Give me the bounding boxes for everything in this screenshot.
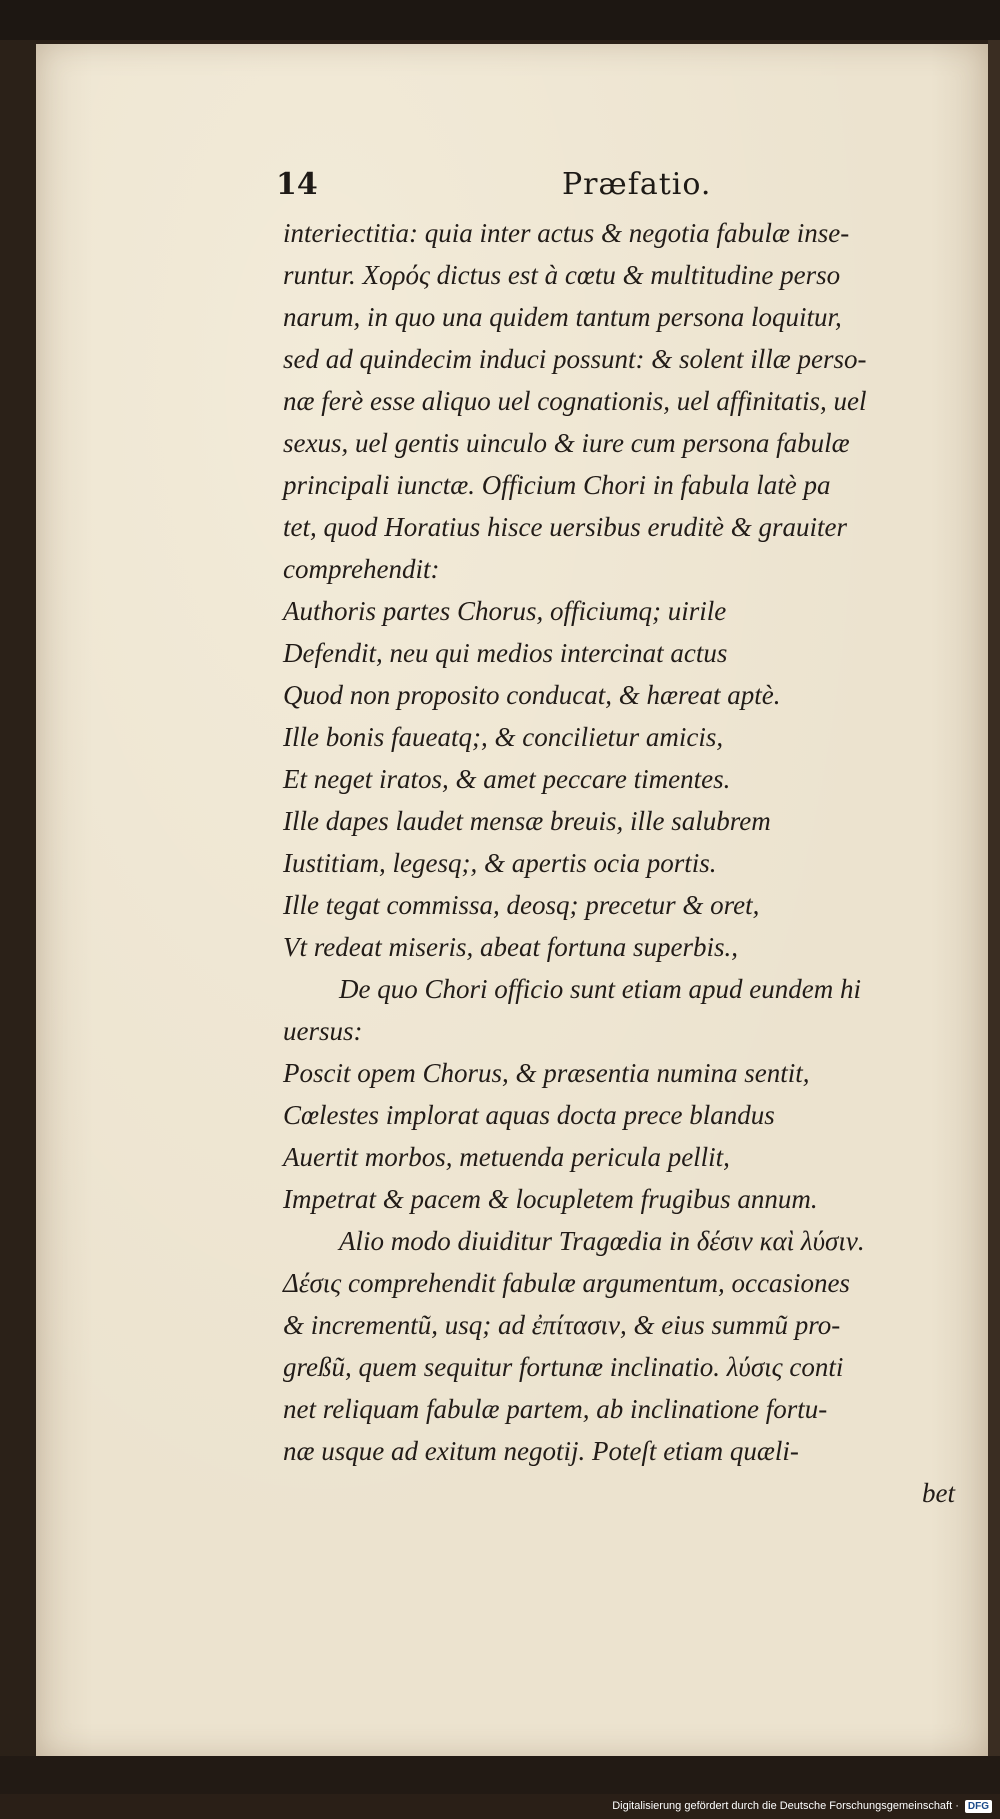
verse-line: Vt redeat miseris, abeat fortuna superbis., bbox=[283, 932, 738, 962]
verse-line: Ille tegat commissa, deosq; precetur & oret, bbox=[283, 890, 760, 920]
verse-line: Auertit morbos, metuenda pericula pellit, bbox=[283, 1142, 730, 1172]
text-line: Alio modo diuiditur Tragœdia in δέσιν καὶ λύσιν. bbox=[339, 1226, 865, 1256]
text-line: runtur. Χορός dictus est à cœtu & multitudine perso bbox=[283, 260, 841, 290]
catchword-line bbox=[283, 1472, 955, 1514]
page-header bbox=[276, 167, 976, 211]
verse-line: Ille bonis faueatq;, & concilietur amicis, bbox=[283, 722, 724, 752]
text-line: Δέσις comprehendit fabulæ argumentum, occasiones bbox=[283, 1268, 850, 1298]
verse-line: Ille dapes laudet mensæ breuis, ille salubrem bbox=[283, 806, 771, 836]
text-line: De quo Chori officio sunt etiam apud eundem hi bbox=[339, 974, 861, 1004]
text-line: & incrementũ, usq; ad ἐπίτασιν, & eius summũ pro- bbox=[283, 1310, 841, 1340]
text-block bbox=[283, 212, 955, 1514]
funding-credit: Digitalisierung gefördert durch die Deutsche Forschungsgemeinschaft · bbox=[612, 1800, 959, 1812]
page-number: 14 bbox=[276, 167, 318, 202]
text-line: uersus: bbox=[283, 1016, 363, 1046]
text-line: næ usque ad exitum negotij. Poteſt etiam quæli- bbox=[283, 1436, 799, 1466]
text-line: principali iunctæ. Officium Chori in fabula latè pa bbox=[283, 470, 831, 500]
scan-bottom-band bbox=[0, 1756, 1000, 1794]
verse-line: Et neget iratos, & amet peccare timentes. bbox=[283, 764, 731, 794]
text-line: interiectitia: quia inter actus & negotia fabulæ inse- bbox=[283, 218, 850, 248]
dfg-logo: DFG bbox=[965, 1800, 992, 1813]
text-line: sed ad quindecim induci possunt: & solent illæ perso- bbox=[283, 344, 867, 374]
text-line: net reliquam fabulæ partem, ab inclinatione fortu- bbox=[283, 1394, 828, 1424]
verse-line: Poscit opem Chorus, & præsentia numina sentit, bbox=[283, 1058, 810, 1088]
text-line: comprehendit: bbox=[283, 554, 440, 584]
verse-line: Quod non proposito conducat, & hæreat aptè. bbox=[283, 680, 781, 710]
scan-top-band bbox=[0, 0, 1000, 40]
verse-line: Cœlestes implorat aquas docta prece blandus bbox=[283, 1100, 775, 1130]
text-line: tet, quod Horatius hisce uersibus eruditè & grauiter bbox=[283, 512, 847, 542]
book-spine-edge bbox=[0, 40, 36, 1780]
running-head: Præfatio. bbox=[562, 167, 712, 202]
digitization-footer bbox=[612, 1797, 992, 1815]
verse-line: Impetrat & pacem & locupletem frugibus annum. bbox=[283, 1184, 818, 1214]
verse-line: Iustitiam, legesq;, & apertis ocia portis. bbox=[283, 848, 717, 878]
verse-line: Defendit, neu qui medios intercinat actus bbox=[283, 638, 728, 668]
text-line: narum, in quo una quidem tantum persona loquitur, bbox=[283, 302, 842, 332]
text-line: næ ferè esse aliquo uel cognationis, uel affinitatis, uel bbox=[283, 386, 867, 416]
text-line: sexus, uel gentis uinculo & iure cum persona fabulæ bbox=[283, 428, 850, 458]
text-line: greßũ, quem sequitur fortunæ inclinatio. λύσις conti bbox=[283, 1352, 844, 1382]
page-fore-edge bbox=[988, 40, 1000, 1780]
catchword: bet bbox=[922, 1478, 955, 1508]
verse-line: Authoris partes Chorus, officiumq; uirile bbox=[283, 596, 727, 626]
